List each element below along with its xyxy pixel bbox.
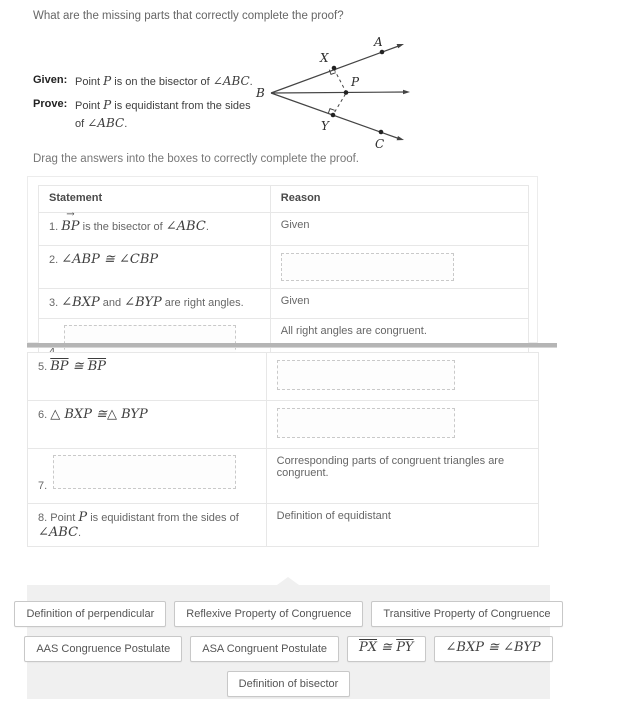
table-row-1 [39, 213, 529, 246]
instruction-text: Drag the answers into the boxes to correctly complete the proof. [33, 153, 359, 165]
point-y [331, 113, 336, 118]
reason-cell-4: All right angles are congruent. [270, 319, 528, 365]
statement-cell-7 [28, 449, 267, 504]
geometry-figure [253, 28, 418, 156]
answer-bank [27, 585, 550, 699]
statement-header: Statement [39, 186, 271, 213]
dashed-segment-xp [334, 69, 346, 91]
given-row [33, 72, 265, 91]
given-text: Point P is on the bisector of ∠ABC. [75, 74, 253, 88]
row-number: 8. [38, 512, 48, 524]
table-row-5 [28, 353, 539, 401]
answer-tile-reflexive-property[interactable]: Reflexive Property of Congruence [174, 601, 363, 627]
statement-text-1: → BP is the bisector of ∠ABC. [61, 221, 209, 233]
given-prove-block [33, 72, 265, 138]
point-a [380, 50, 385, 55]
given-label: Given: [33, 74, 68, 86]
proof-table-lower [27, 352, 539, 547]
drop-zone-reason-5[interactable] [277, 360, 455, 390]
statement-text-8: Point P is equidistant from the sides of ∠ABC. [38, 510, 239, 540]
point-x [332, 66, 337, 71]
row-number: 3. [49, 297, 59, 309]
point-label-c: C [375, 137, 385, 151]
table-header-row [39, 186, 529, 213]
reason-cell-6 [266, 401, 538, 449]
dashed-segment-py [334, 94, 346, 114]
answer-tile-px-congruent-py[interactable]: $\overline{PX}$ ≅ $\overline{PY}$ [347, 636, 426, 662]
answer-bank-row-1 [14, 601, 562, 627]
row-number: 6. [38, 409, 48, 421]
statement-text-3: ∠BXP and ∠BYP are right angles. [61, 295, 244, 310]
reason-cell-3: Given [270, 289, 528, 319]
drop-zone-reason-6[interactable] [277, 408, 455, 438]
statement-text-6: △ BXP ≅△ BYP [50, 407, 148, 422]
point-label-b: B [256, 86, 265, 100]
statement-text-2: ∠ABP ≅ ∠CBP [61, 252, 159, 267]
row-number: 2. [49, 254, 59, 266]
answer-bank-row-2 [24, 636, 552, 662]
reason-cell-7: Corresponding parts of congruent triangles are congruent. [266, 449, 538, 504]
statement-cell-6 [28, 401, 267, 449]
answer-tile-definition-of-perpendicular[interactable]: Definition of perpendicular [14, 601, 166, 627]
answer-bank-rows [27, 585, 550, 697]
arrowhead-bc [397, 136, 404, 140]
reason-cell-8: Definition of equidistant [266, 504, 538, 547]
row-number: 5. [38, 361, 48, 373]
row-number: 7. [38, 480, 48, 492]
prove-text: Point P is equidistant from the sides of ∠ABC. [75, 97, 251, 130]
question-text: What are the missing parts that correctly complete the proof? [33, 10, 344, 22]
reason-cell-1: Given [270, 213, 528, 246]
proof-table-upper [38, 185, 529, 365]
table-row-2 [39, 246, 529, 289]
table-row-3 [39, 289, 529, 319]
table-row-7 [28, 449, 539, 504]
row-number: 1. [49, 221, 59, 233]
reason-cell-5 [266, 353, 538, 401]
answer-tile-transitive-property[interactable]: Transitive Property of Congruence [371, 601, 562, 627]
table-row-8 [28, 504, 539, 547]
horizontal-scrollbar[interactable] [27, 343, 557, 348]
ray-bp [271, 92, 406, 93]
prove-row [33, 96, 265, 133]
table-row-6 [28, 401, 539, 449]
bank-notch-icon [277, 577, 299, 585]
right-angle-mark-y [328, 109, 334, 114]
point-label-y: Y [321, 119, 329, 133]
drop-zone-reason-2[interactable] [281, 253, 454, 281]
arrowhead-bp [403, 90, 410, 94]
answer-tile-aas-postulate[interactable]: AAS Congruence Postulate [24, 636, 182, 662]
point-c [379, 130, 384, 135]
statement-cell-8 [28, 504, 267, 547]
prove-label: Prove: [33, 97, 68, 110]
statement-cell-5 [28, 353, 267, 401]
proof-scroll-frame[interactable] [27, 176, 538, 343]
reason-header: Reason [270, 186, 528, 213]
point-p [344, 90, 349, 95]
answer-tile-asa-postulate[interactable]: ASA Congruent Postulate [190, 636, 339, 662]
point-label-a: A [374, 35, 383, 49]
statement-cell-3 [39, 289, 271, 319]
reason-cell-2 [270, 246, 528, 289]
statement-cell-2 [39, 246, 271, 289]
point-label-x: X [320, 51, 329, 65]
drop-zone-statement-4[interactable] [64, 325, 236, 355]
answer-tile-angle-bxp-congruent-byp[interactable]: ∠BXP ≅ ∠BYP [434, 636, 553, 662]
point-label-p: P [351, 75, 360, 89]
answer-tile-definition-of-bisector[interactable]: Definition of bisector [227, 671, 351, 697]
answer-bank-row-3 [227, 671, 351, 697]
arrowhead-ba [397, 44, 404, 48]
drop-zone-statement-7[interactable] [53, 455, 236, 489]
statement-text-5: $\overline{BP}$ ≅ $\overline{BP}$ [50, 359, 107, 374]
statement-cell-1 [39, 213, 271, 246]
